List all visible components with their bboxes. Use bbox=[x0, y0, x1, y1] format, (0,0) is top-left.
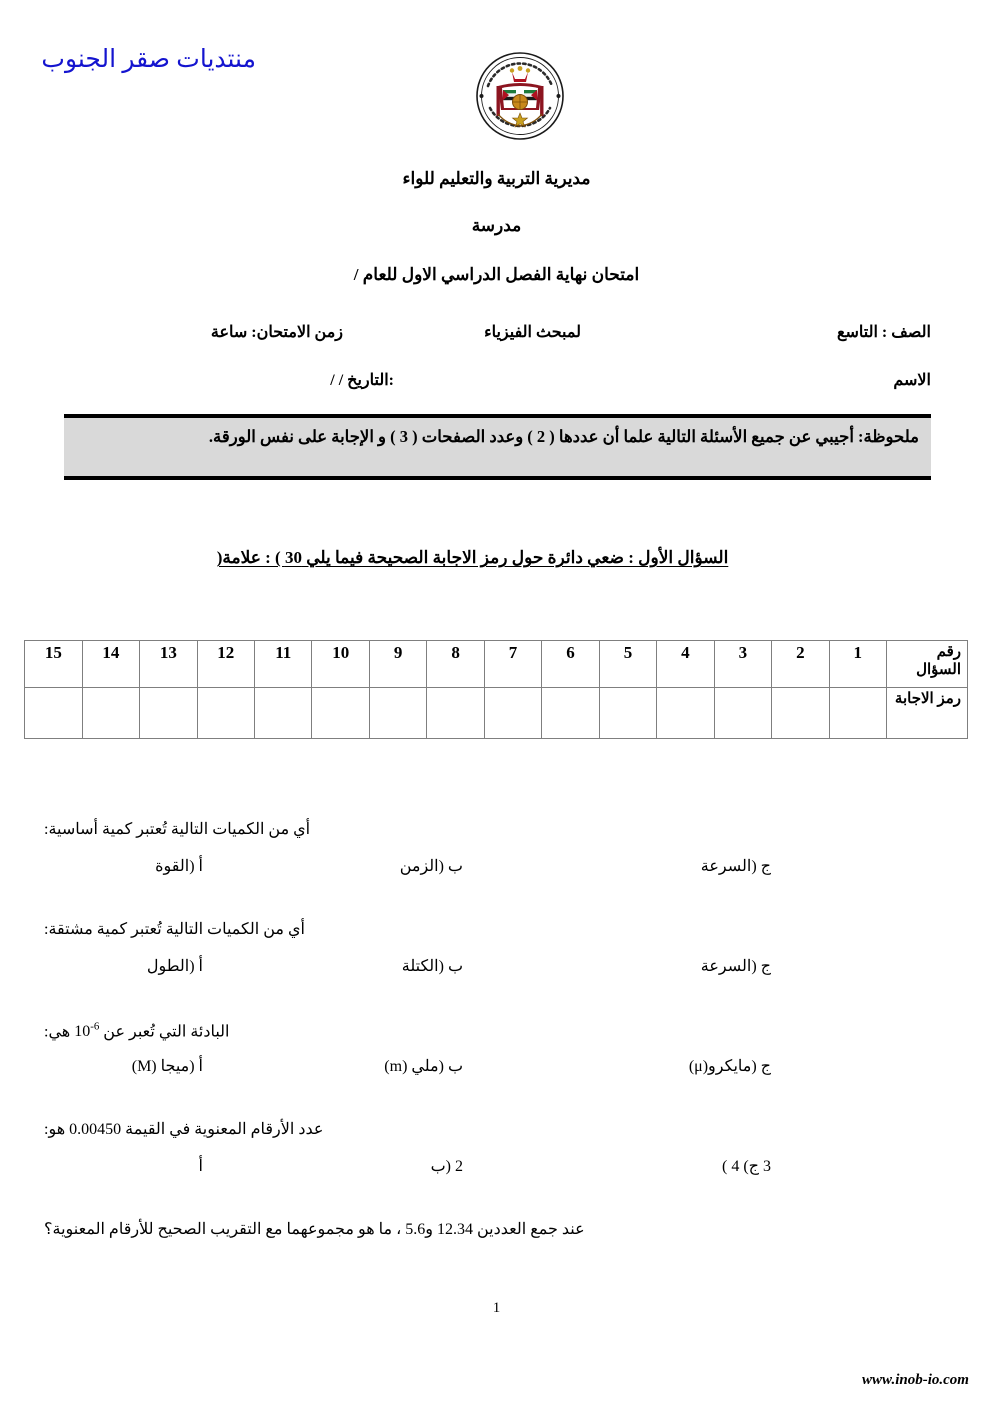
question-one-heading bbox=[0, 548, 945, 568]
exam-info-row-2 bbox=[62, 370, 931, 418]
option-c[interactable]: ج (السرعة bbox=[700, 958, 771, 975]
question-one-heading-text: السؤال الأول : ضعي دائرة حول رمز الاجابة الصحيحة فيما يلي 30 ) : علامة( bbox=[216, 548, 729, 567]
questions-list bbox=[0, 820, 993, 1256]
question-item-5 bbox=[0, 1220, 993, 1256]
question-stem bbox=[0, 920, 993, 956]
stem-prefix: البادئة التي تُعبر عن bbox=[99, 1023, 230, 1041]
table-row-answer-codes bbox=[25, 688, 968, 739]
question-number-cell: 5 bbox=[599, 641, 656, 688]
notice-text: ملحوظة: أجيبي عن جميع الأسئلة التالية علما أن عددها ( 2 ) وعدد الصفحات ( 3 ) و الإجابة على نفس الورقة. bbox=[208, 427, 919, 446]
option-a[interactable]: أ (القوة bbox=[155, 858, 203, 875]
question-stem bbox=[0, 1220, 993, 1256]
exam-title-line: امتحان نهاية الفصل الدراسي الاول للعام / bbox=[353, 265, 640, 284]
answer-grid-table bbox=[24, 640, 968, 739]
question-options bbox=[0, 956, 993, 1020]
option-c[interactable]: 3 ج) 4 ) bbox=[722, 1158, 771, 1175]
answer-code-cell[interactable] bbox=[427, 688, 484, 739]
page-number: 1 bbox=[492, 1300, 501, 1316]
option-b[interactable]: 2 (ب bbox=[430, 1158, 463, 1175]
option-a-symbol: (M) bbox=[131, 1058, 157, 1075]
student-name-label: الاسم bbox=[893, 372, 931, 389]
exam-info-row-1 bbox=[62, 322, 931, 370]
exam-info-area bbox=[62, 322, 931, 418]
question-stem bbox=[0, 1120, 993, 1156]
answer-code-cell[interactable] bbox=[714, 688, 771, 739]
question-number-cell: 1 bbox=[829, 641, 886, 688]
answer-code-cell[interactable] bbox=[772, 688, 829, 739]
question-number-cell: 11 bbox=[255, 641, 312, 688]
option-c[interactable]: ج (مايكرو(μ) bbox=[688, 1058, 771, 1075]
answer-code-cell[interactable] bbox=[82, 688, 139, 739]
duration-label: زمن الامتحان: ساعة bbox=[210, 324, 343, 341]
row-header-answer-code: رمز الاجابة bbox=[887, 688, 968, 739]
question-number-cell: 4 bbox=[657, 641, 714, 688]
answer-code-cell[interactable] bbox=[255, 688, 312, 739]
question-item-3 bbox=[0, 1020, 993, 1120]
question-number-cell: 7 bbox=[484, 641, 541, 688]
question-stem bbox=[0, 1020, 993, 1056]
stem-suffix: هي: bbox=[44, 1023, 75, 1041]
option-b[interactable]: ب (الكتلة bbox=[401, 958, 463, 975]
row-header-question-number: رقم السؤال bbox=[887, 641, 968, 688]
directorate-line: مديرية التربية والتعليم للواء bbox=[402, 169, 591, 188]
power-base: 10 bbox=[74, 1023, 91, 1041]
power-exponent: -6 bbox=[90, 1021, 100, 1033]
answer-code-cell[interactable] bbox=[25, 688, 83, 739]
question-number-cell: 6 bbox=[542, 641, 599, 688]
ministry-emblem-icon bbox=[474, 50, 566, 142]
option-a-label: أ (ميجا bbox=[160, 1058, 203, 1075]
question-number-cell: 9 bbox=[369, 641, 426, 688]
question-stem-text: أي من الكميات التالية تُعتبر كمية مشتقة: bbox=[44, 921, 305, 938]
question-number-cell: 2 bbox=[772, 641, 829, 688]
question-number-cell: 8 bbox=[427, 641, 484, 688]
answer-code-cell[interactable] bbox=[599, 688, 656, 739]
question-item-1 bbox=[0, 820, 993, 920]
answer-code-cell[interactable] bbox=[542, 688, 599, 739]
notice-box bbox=[64, 414, 931, 480]
option-b[interactable]: ب (الزمن bbox=[399, 858, 463, 875]
grade-label: الصف : التاسع bbox=[836, 324, 931, 341]
option-b[interactable] bbox=[384, 1056, 463, 1076]
question-number-cell: 10 bbox=[312, 641, 369, 688]
question-item-2 bbox=[0, 920, 993, 1020]
question-number-cell: 15 bbox=[25, 641, 83, 688]
option-a[interactable]: أ bbox=[198, 1158, 203, 1175]
power-expression bbox=[74, 1023, 99, 1040]
question-stem-text bbox=[44, 1020, 230, 1043]
forum-watermark-top: منتديات صقر الجنوب bbox=[41, 46, 256, 73]
question-number-cell: 13 bbox=[140, 641, 197, 688]
question-options bbox=[0, 1156, 993, 1220]
subject-label: لمبحث الفيزياء bbox=[484, 324, 581, 341]
question-stem-text: عدد الأرقام المعنوية في القيمة 0.00450 هو: bbox=[44, 1121, 324, 1138]
answer-code-cell[interactable] bbox=[197, 688, 254, 739]
answer-code-cell[interactable] bbox=[657, 688, 714, 739]
document-header bbox=[0, 170, 993, 283]
question-item-4 bbox=[0, 1120, 993, 1220]
school-line: مدرسة bbox=[471, 216, 522, 235]
answer-code-cell[interactable] bbox=[369, 688, 426, 739]
option-b-label: ب (ملي bbox=[411, 1058, 463, 1075]
option-a[interactable]: أ (الطول bbox=[146, 958, 203, 975]
answer-code-cell[interactable] bbox=[829, 688, 886, 739]
table-row-question-numbers bbox=[25, 641, 968, 688]
question-stem bbox=[0, 820, 993, 856]
option-c[interactable]: ج (السرعة bbox=[700, 858, 771, 875]
question-options bbox=[0, 1056, 993, 1120]
answer-code-cell[interactable] bbox=[484, 688, 541, 739]
question-number-cell: 14 bbox=[82, 641, 139, 688]
answer-code-cell[interactable] bbox=[140, 688, 197, 739]
question-number-cell: 12 bbox=[197, 641, 254, 688]
date-label: :التاريخ / / bbox=[330, 372, 394, 389]
question-stem-text: أي من الكميات التالية تُعتبر كمية أساسية: bbox=[44, 821, 311, 838]
question-number-cell: 3 bbox=[714, 641, 771, 688]
answer-code-cell[interactable] bbox=[312, 688, 369, 739]
question-options bbox=[0, 856, 993, 920]
option-b-symbol: (m) bbox=[384, 1058, 408, 1075]
site-watermark-bottom: www.inob-io.com bbox=[862, 1372, 969, 1388]
option-a[interactable] bbox=[132, 1056, 203, 1076]
question-stem-text: عند جمع العددين 12.34 و5.6 ، ما هو مجموعهما مع التقريب الصحيح للأرقام المعنوية؟ bbox=[44, 1221, 585, 1238]
